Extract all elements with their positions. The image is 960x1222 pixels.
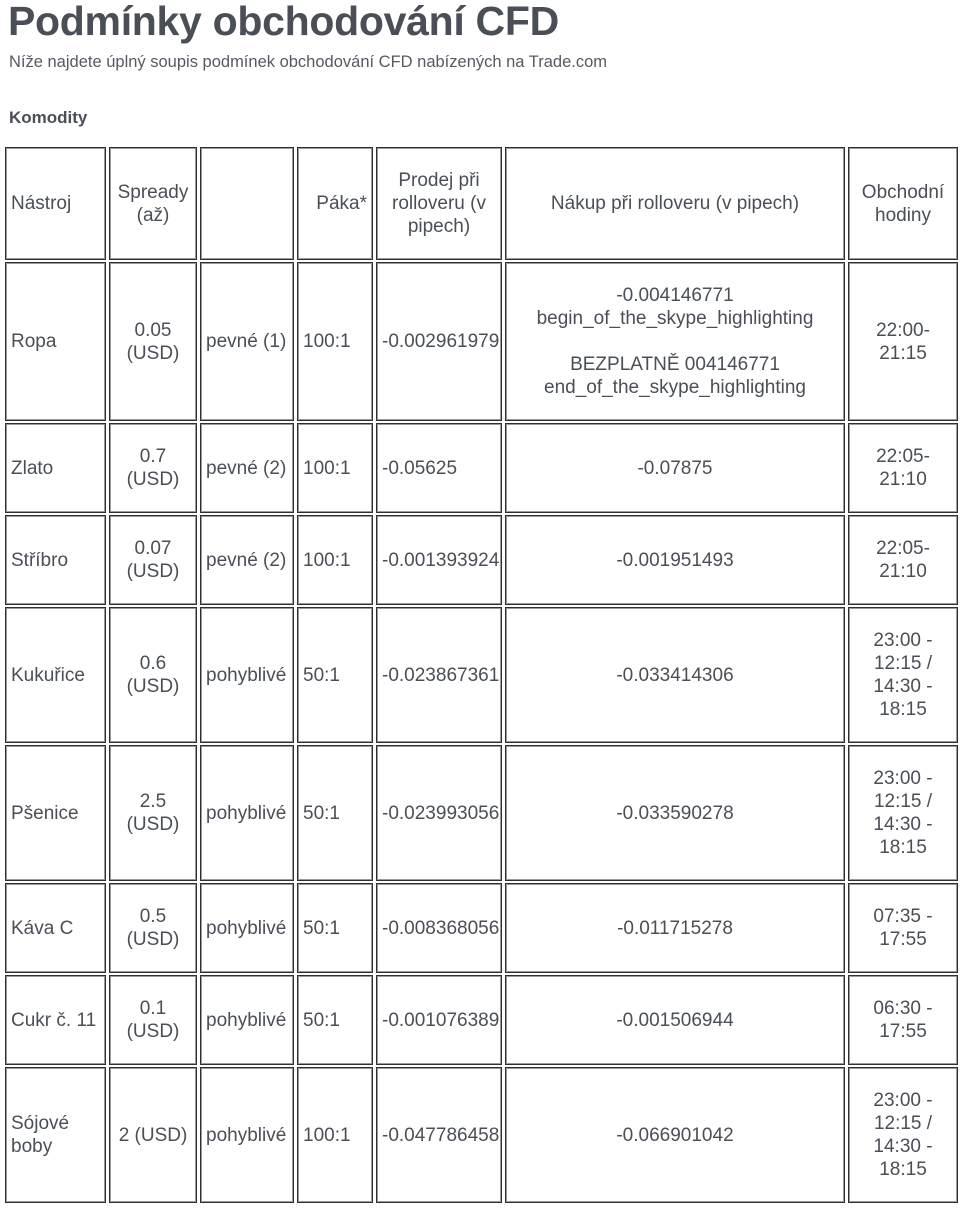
cell-sell-rollover: -0.008368056 — [376, 883, 502, 973]
cell-leverage: 50:1 — [297, 607, 373, 743]
cell-sell-rollover: -0.05625 — [376, 423, 502, 513]
cell-spread-type: pohyblivé — [200, 607, 294, 743]
cell-instrument: Ropa — [5, 262, 106, 421]
header-buy-rollover: Nákup při rolloveru (v pipech) — [505, 147, 845, 260]
cell-buy-rollover: -0.07875 — [505, 423, 845, 513]
buy-rollover-note: BEZPLATNĚ 004146771 end_of_the_skype_highlighting — [544, 354, 806, 398]
cell-sell-rollover: -0.023993056 — [376, 745, 502, 881]
cell-leverage: 50:1 — [297, 883, 373, 973]
header-sell-rollover: Prodej při rolloveru (v pipech) — [376, 147, 502, 260]
header-leverage: Páka* — [297, 147, 373, 260]
cell-spread: 2 (USD) — [109, 1067, 197, 1203]
cell-hours: 23:00 - 12:15 / 14:30 - 18:15 — [848, 607, 958, 743]
table-row — [5, 745, 958, 881]
cell-hours: 23:00 - 12:15 / 14:30 - 18:15 — [848, 745, 958, 881]
cell-spread: 0.5 (USD) — [109, 883, 197, 973]
cell-spread: 0.6 (USD) — [109, 607, 197, 743]
table-row — [5, 515, 958, 605]
cell-buy-rollover: -0.066901042 — [505, 1067, 845, 1203]
cell-leverage: 100:1 — [297, 1067, 373, 1203]
cell-spread: 2.5 (USD) — [109, 745, 197, 881]
cell-leverage: 50:1 — [297, 975, 373, 1065]
cell-hours: 23:00 - 12:15 / 14:30 - 18:15 — [848, 1067, 958, 1203]
cell-sell-rollover: -0.023867361 — [376, 607, 502, 743]
cell-instrument: Káva C — [5, 883, 106, 973]
cell-hours: 22:05-21:10 — [848, 423, 958, 513]
header-spread-type — [200, 147, 294, 260]
cell-spread: 0.7 (USD) — [109, 423, 197, 513]
table-row — [5, 423, 958, 513]
table-row — [5, 262, 958, 421]
cell-sell-rollover: -0.001393924 — [376, 515, 502, 605]
cell-spread-type: pevné (2) — [200, 515, 294, 605]
cell-spread: 0.07 (USD) — [109, 515, 197, 605]
header-hours: Obchodní hodiny — [848, 147, 958, 260]
cell-buy-rollover: -0.001951493 — [505, 515, 845, 605]
cell-leverage: 100:1 — [297, 515, 373, 605]
page-title: Podmínky obchodování CFD — [8, 0, 559, 44]
cell-instrument: Kukuřice — [5, 607, 106, 743]
table-row — [5, 975, 958, 1065]
cell-instrument: Stříbro — [5, 515, 106, 605]
cell-spread-type: pohyblivé — [200, 883, 294, 973]
cell-hours: 07:35 - 17:55 — [848, 883, 958, 973]
cell-leverage: 100:1 — [297, 423, 373, 513]
cell-sell-rollover: -0.001076389 — [376, 975, 502, 1065]
cell-spread-type: pevné (1) — [200, 262, 294, 421]
page-subtitle: Níže najdete úplný soupis podmínek obchodování CFD nabízených na Trade.com — [9, 53, 608, 71]
cell-buy-rollover: -0.001506944 — [505, 975, 845, 1065]
table-row — [5, 1067, 958, 1203]
section-heading: Komodity — [9, 108, 88, 127]
buy-rollover-value: -0.004146771 begin_of_the_skype_highlighting — [536, 285, 814, 329]
header-spread: Spready (až) — [109, 147, 197, 260]
cell-instrument: Sójové boby — [5, 1067, 106, 1203]
cell-spread-type: pohyblivé — [200, 745, 294, 881]
cell-buy-rollover: -0.033590278 — [505, 745, 845, 881]
cell-hours: 22:05-21:10 — [848, 515, 958, 605]
table-header-row — [5, 147, 958, 260]
cell-sell-rollover: -0.002961979 — [376, 262, 502, 421]
cell-buy-rollover — [505, 262, 845, 421]
cell-spread: 0.05 (USD) — [109, 262, 197, 421]
cell-hours: 22:00-21:15 — [848, 262, 958, 421]
cell-hours: 06:30 - 17:55 — [848, 975, 958, 1065]
header-instrument: Nástroj — [5, 147, 106, 260]
cell-instrument: Cukr č. 11 — [5, 975, 106, 1065]
cell-spread-type: pevné (2) — [200, 423, 294, 513]
cell-leverage: 50:1 — [297, 745, 373, 881]
cell-buy-rollover: -0.033414306 — [505, 607, 845, 743]
table-row — [5, 883, 958, 973]
table-row — [5, 607, 958, 743]
cell-instrument: Pšenice — [5, 745, 106, 881]
cell-sell-rollover: -0.047786458 — [376, 1067, 502, 1203]
cell-buy-rollover: -0.011715278 — [505, 883, 845, 973]
cell-leverage: 100:1 — [297, 262, 373, 421]
cell-spread-type: pohyblivé — [200, 1067, 294, 1203]
cell-spread-type: pohyblivé — [200, 975, 294, 1065]
cell-instrument: Zlato — [5, 423, 106, 513]
cfd-terms-table — [2, 145, 960, 1205]
cell-spread: 0.1 (USD) — [109, 975, 197, 1065]
